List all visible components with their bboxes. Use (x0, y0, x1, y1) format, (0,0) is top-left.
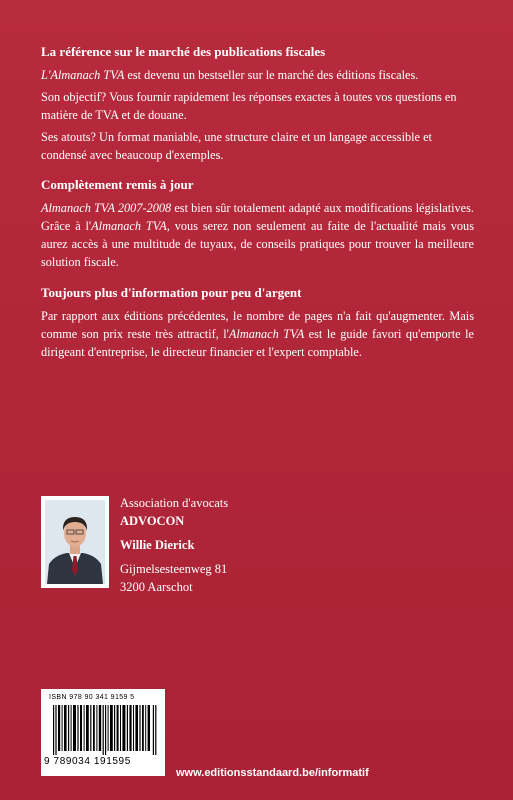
paragraph-update (41, 199, 474, 271)
paragraph-text: est le guide favori qu'emporte le dirigeant d'entreprise, le directeur financier et l'expert comptable. (41, 327, 474, 359)
italic-title: Almanach TVA (228, 327, 305, 341)
section-title-reference: La référence sur le marché des publications fiscales (41, 44, 326, 59)
ean-number: 9 789034 191595 (44, 756, 131, 767)
section-title-update: Complètement remis à jour (41, 177, 194, 192)
italic-title: Almanach TVA (91, 219, 167, 233)
italic-title: Almanach TVA 2007-2008 (41, 201, 172, 215)
italic-title: L'Almanach TVA (41, 68, 125, 82)
author-city: 3200 Aarschot (120, 580, 193, 594)
paragraph-objective: Son objectif? Vous fournir rapidement les réponses exactes à toutes vos questions en matière de TVA et de douane. (41, 90, 457, 122)
back-cover-text (41, 44, 474, 365)
paragraph-text: est devenu un bestseller sur le marché des éditions fiscales. (124, 68, 419, 82)
paragraph-information (41, 307, 474, 361)
paragraph-intro (41, 66, 474, 84)
paragraph-text: , vous serez non seulement au faite de l'actualité mais vous aurez accès à une multitude de tuyaux, de conseils pratiques pour trouver la meilleure solution fiscale. (41, 219, 474, 269)
barcode-panel (41, 689, 165, 776)
author-street: Gijmelsesteenweg 81 (120, 562, 228, 576)
section-title-information: Toujours plus d'information pour peu d'argent (41, 285, 302, 300)
paragraph-strengths: Ses atouts? Un format maniable, une structure claire et un langage accessible et condensé avec beaucoup d'exemples. (41, 130, 432, 162)
author-organization-name: ADVOCON (120, 514, 185, 528)
author-contact (120, 494, 228, 596)
isbn-text: ISBN 978 90 341 9159 5 (49, 694, 135, 701)
author-organization-line: Association d'avocats (120, 496, 229, 510)
barcode-image (53, 705, 157, 755)
publisher-website-link[interactable]: www.editionsstandaard.be/informatif (176, 767, 369, 779)
paragraph-text: est bien sûr totalement adapté aux modifications législatives. Grâce à l' (41, 201, 474, 233)
author-photo (41, 496, 109, 588)
paragraph-text: Par rapport aux éditions précédentes, le nombre de pages n'a fait qu'augmenter. Mais comme son prix reste très attractif, l' (41, 309, 474, 341)
author-name: Willie Dierick (120, 538, 195, 552)
